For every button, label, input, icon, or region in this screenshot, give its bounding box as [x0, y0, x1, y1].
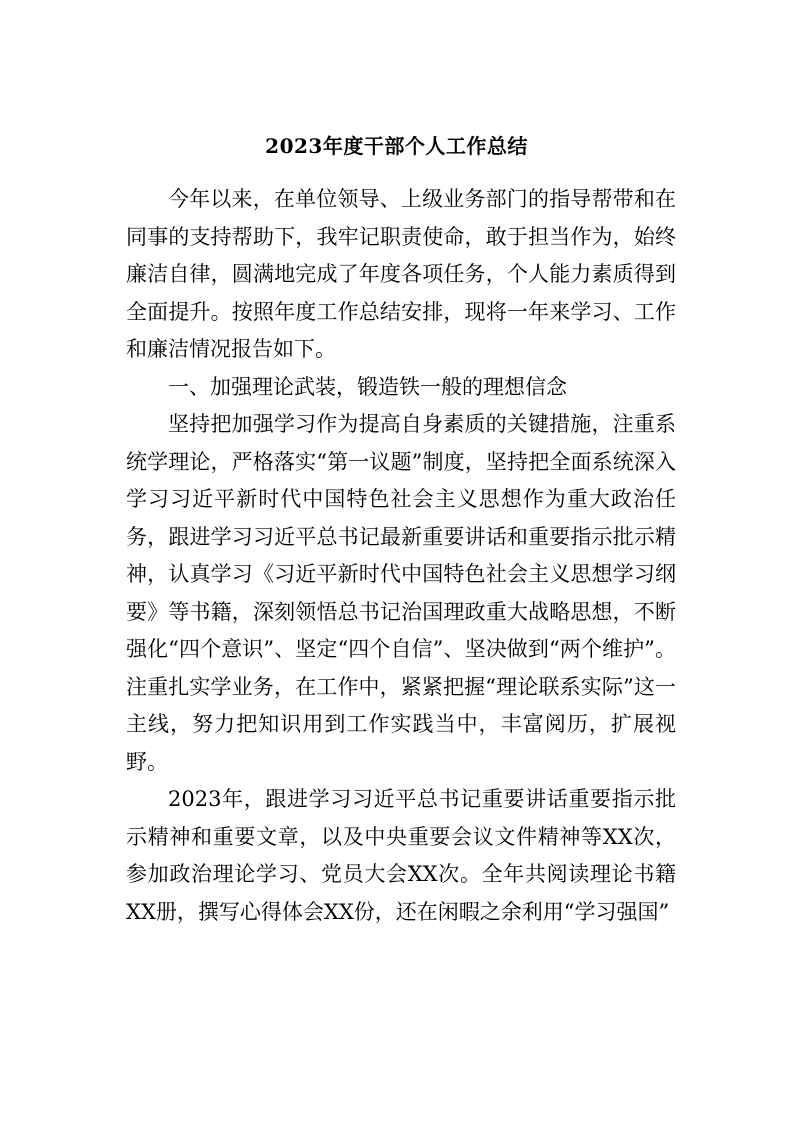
section-heading-1: 一、加强理论武装，锻造铁一般的理想信念	[168, 374, 567, 399]
paragraph-intro: 今年以来，在单位领导、上级业务部门的指导帮带和在同事的支持帮助下，我牢记职责使命，敢于担当作为，始终廉洁自律，圆满地完成了年度各项任务，个人能力素质得到全面提升。按照年度工作总结安排，现将一年来学习、工作和廉洁情况报告如下。	[126, 187, 676, 361]
document-body	[126, 181, 676, 931]
paragraph-2023-study: 2023年，跟进学习习近平总书记重要讲话重要指示批示精神和重要文章，以及中央重要会议文件精神等XX次，参加政治理论学习、党员大会XX次。全年共阅读理论书籍XX册，撰写心得体会XX份，还在闲暇之余利用“学习强国”	[126, 787, 676, 924]
paragraph-theory-study: 坚持把加强学习作为提高自身素质的关键措施，注重系统学理论，严格落实“第一议题”制度，坚持把全面系统深入学习习近平新时代中国特色社会主义思想作为重大政治任务，跟进学习习近平总书记最新重要讲话和重要指示批示精神，认真学习《习近平新时代中国特色社会主义思想学习纲要》等书籍，深刻领悟总书记治国理政重大战略思想，不断强化“四个意识”、坚定“四个自信”、坚决做到“两个维护”。注重扎实学业务，在工作中，紧紧把握“理论联系实际”这一主线，努力把知识用到工作实践当中，丰富阅历，扩展视野。	[126, 412, 676, 774]
document-title: 2023年度干部个人工作总结	[265, 134, 528, 158]
